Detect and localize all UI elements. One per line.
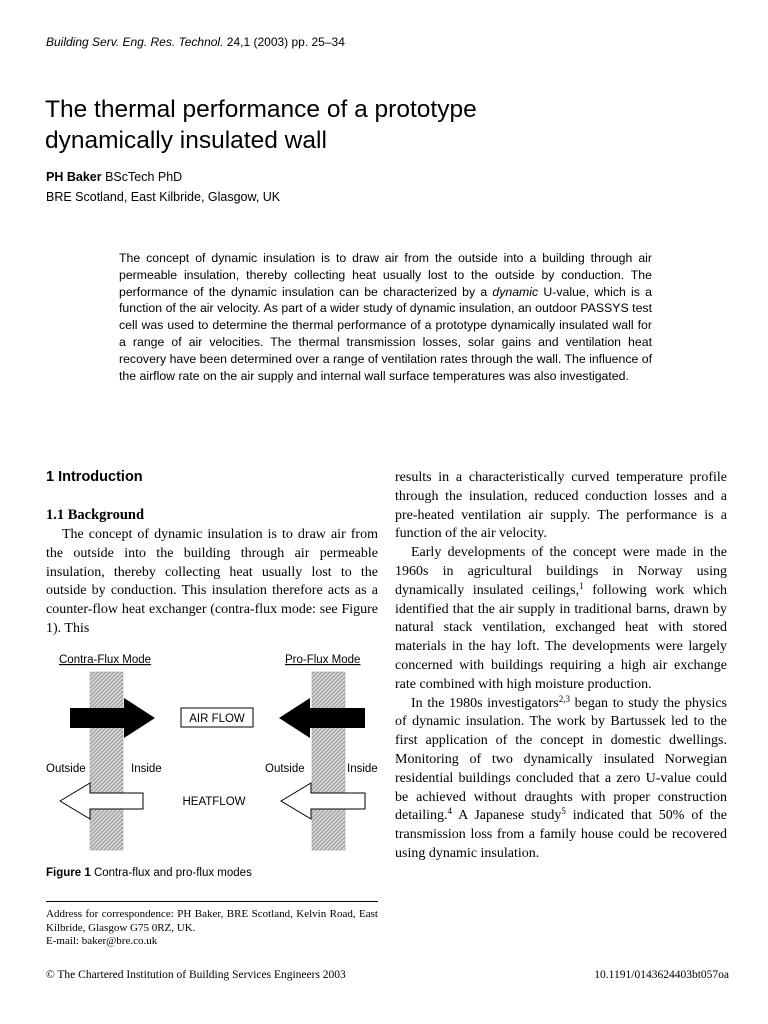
contra-inside-label: Inside bbox=[131, 763, 162, 775]
reference-4: 4 bbox=[447, 806, 452, 817]
doi: 10.1191/0143624403bt057oa bbox=[594, 969, 729, 981]
reference-2-3: 2,3 bbox=[558, 693, 570, 704]
right-p3-text-c: A Japanese study bbox=[452, 808, 562, 824]
right-paragraph-1: results in a characteristically curved temperature profile through the insulation, reduced conduction losses and a pre-heated ventilation air supply. The performance is a function of the air velocity. bbox=[395, 470, 727, 542]
contra-flux-wall bbox=[90, 672, 123, 850]
pro-inside-label: Inside bbox=[347, 763, 378, 775]
journal-citation bbox=[46, 35, 345, 49]
author-name: PH Baker bbox=[46, 170, 102, 184]
title-line-2: dynamically insulated wall bbox=[45, 127, 327, 154]
right-p3-text-a: In the 1980s investigators bbox=[411, 695, 559, 711]
heatflow-label: HEATFLOW bbox=[182, 796, 246, 808]
journal-name: Building Serv. Eng. Res. Technol. bbox=[46, 35, 224, 49]
author-affiliation: BRE Scotland, East Kilbride, Glasgow, UK bbox=[46, 190, 281, 204]
right-paragraph-2 bbox=[395, 544, 727, 694]
right-column bbox=[395, 469, 727, 864]
correspondence-email: E-mail: baker@bre.co.uk bbox=[46, 935, 158, 947]
figure-caption-label: Figure 1 bbox=[46, 867, 91, 879]
section-heading: 1 Introduction bbox=[46, 469, 143, 485]
right-paragraph-3 bbox=[395, 695, 727, 864]
figure-caption-text: Contra-flux and pro-flux modes bbox=[93, 867, 252, 879]
right-p2-text-b: following work which identified that the air supply in traditional barns, drawn by natural stack ventilation, exchanged heat with stored materials in the hay loft. The developments were largely concerned with buildings requiring a high air exchange rate combined with high moisture production. bbox=[395, 582, 727, 692]
correspondence-footnote bbox=[46, 908, 378, 949]
pro-outside-label: Outside bbox=[265, 763, 305, 775]
contra-outside-label: Outside bbox=[46, 763, 86, 775]
journal-details: 24,1 (2003) pp. 25–34 bbox=[226, 35, 345, 49]
correspondence-address: Address for correspondence: PH Baker, BRE Scotland, Kelvin Road, East Kilbride, Glasgow G75 0RZ, UK. bbox=[46, 908, 378, 934]
pro-flux-title: Pro-Flux Mode bbox=[285, 654, 361, 666]
left-column-paragraph: The concept of dynamic insulation is to draw air from the outside into the building through air permeable insulation, thereby collecting heat usually lost to the outside by conduction. This insulation therefore acts as a counter-flow heat exchanger (contra-flux mode: see Figure 1). This bbox=[46, 527, 378, 636]
subsection-heading: 1.1 Background bbox=[46, 507, 145, 523]
title-line-1: The thermal performance of a prototype bbox=[45, 96, 477, 123]
figure-1 bbox=[44, 650, 384, 860]
reference-5: 5 bbox=[561, 806, 566, 817]
paper-title bbox=[45, 94, 665, 156]
right-p3-text-d: indicated that 50% of the transmission loss from a family house could be recovered using dynamic insulation. bbox=[395, 808, 728, 861]
author-block bbox=[46, 167, 280, 207]
abstract-emphasis: dynamic bbox=[492, 284, 539, 299]
pro-flux-wall bbox=[312, 672, 345, 850]
reference-1: 1 bbox=[579, 580, 584, 591]
right-p3-text-b: began to study the physics of dynamic insulation. The work by Bartussek led to the first application of the concept in domestic dwellings. Monitoring of two dynamically insulated Norwegian residential buildings concluded that a zero U-value could be achieved without draughts with proper construction detailing. bbox=[395, 695, 727, 824]
abstract bbox=[119, 250, 652, 384]
author-degrees: BScTech PhD bbox=[105, 170, 183, 184]
contra-flux-title: Contra-Flux Mode bbox=[59, 654, 152, 666]
abstract-part-2: U-value, which is a function of the air velocity. As part of a wider study of dynamic insulation, an outdoor PASSYS test cell was used to determine the thermal performance of a prototype dynamically insulated wall for a range of air velocities. The thermal transmission losses, solar gains and ventilation heat recovery have been determined over a range of ventilation rates through the wall. The influence of the airflow rate on the air supply and internal wall surface temperatures was also investigated. bbox=[119, 284, 652, 383]
abstract-part-1: The concept of dynamic insulation is to draw air from the outside into a building through air permeable insulation, thereby collecting heat usually lost to the outside by conduction. The performance of the dynamic insulation can be characterized by a bbox=[119, 251, 652, 299]
air-flow-label: AIR FLOW bbox=[189, 713, 245, 725]
footnote-divider bbox=[46, 901, 378, 902]
right-p2-text-a: Early developments of the concept were made in the 1960s in agricultural buildings in Norway using dynamically insulated ceilings, bbox=[395, 545, 727, 598]
figure-caption bbox=[46, 867, 252, 879]
copyright-notice: © The Chartered Institution of Building Services Engineers 2003 bbox=[46, 969, 346, 981]
flux-diagram bbox=[44, 650, 384, 860]
